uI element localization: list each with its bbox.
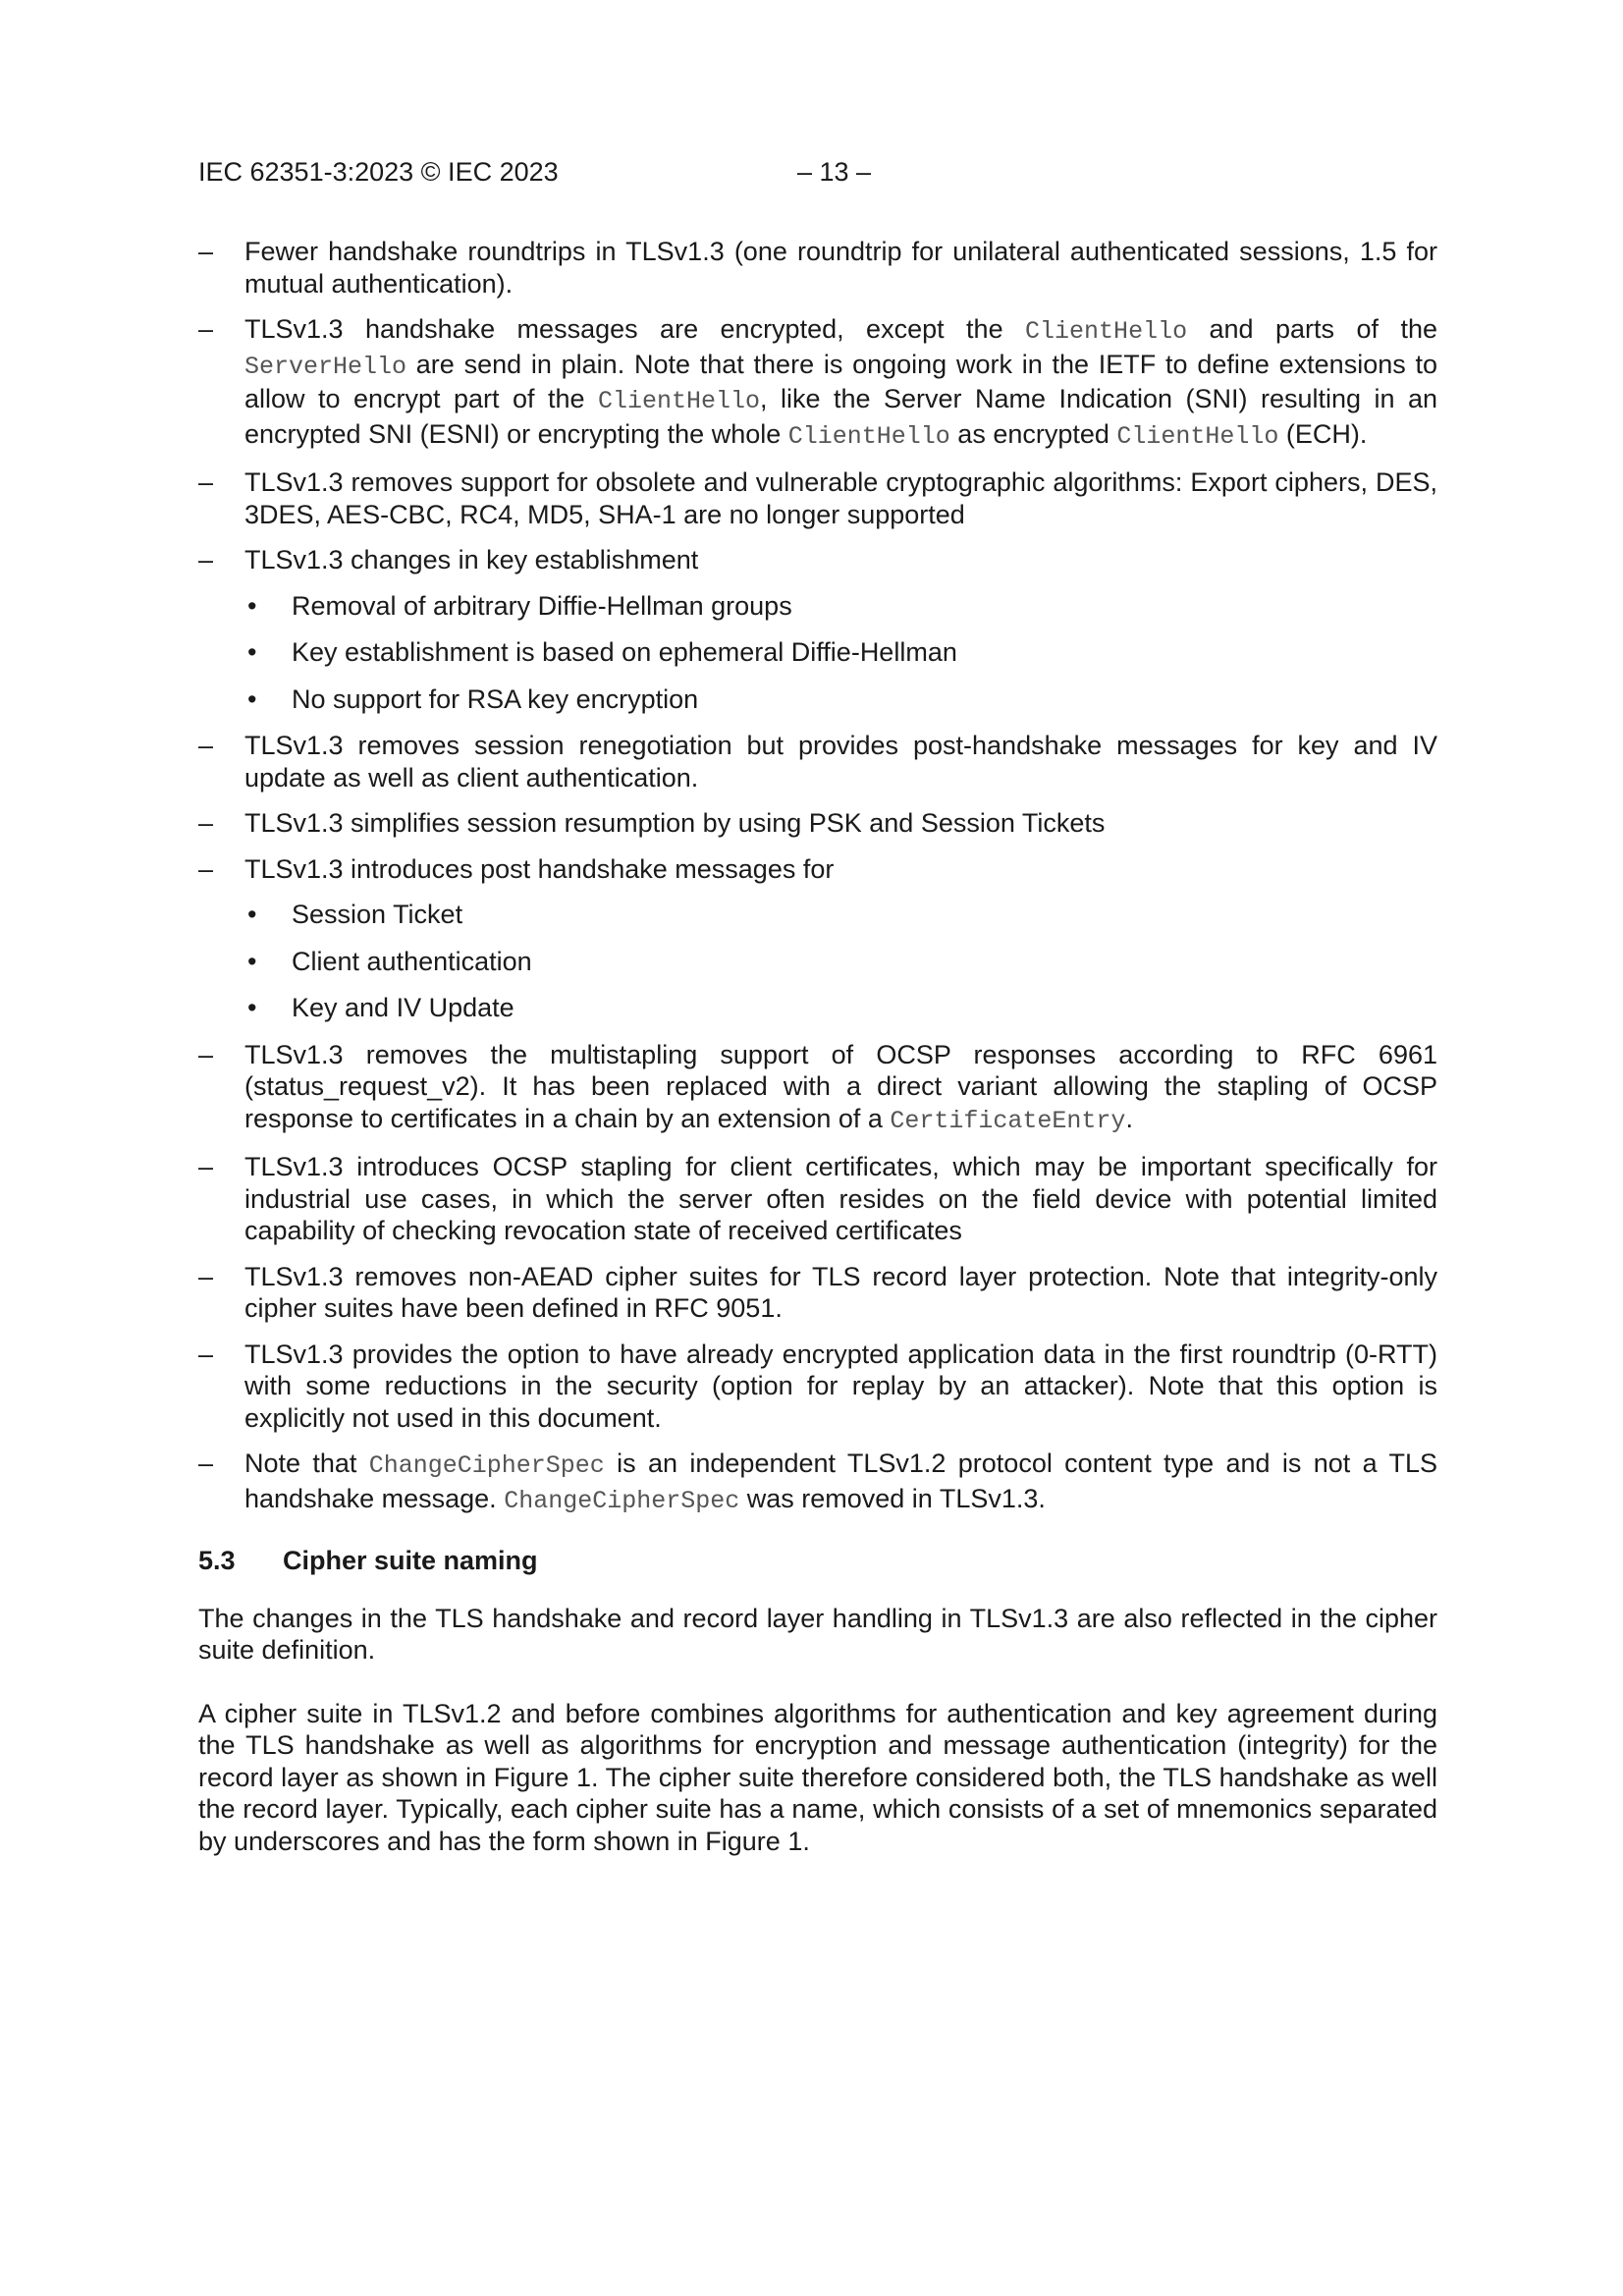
list-item: – TLSv1.3 provides the option to have already encrypted application data in the first roundtrip (0-RTT) with some reductions in the security (option for replay by an attacker). Note that this option is explicitly not used in this document. bbox=[198, 1339, 1437, 1435]
list-item: – TLSv1.3 introduces OCSP stapling for client certificates, which may be important specifically for industrial use cases, in which the server often resides on the field device with potential limited capability of checking revocation state of received certificates bbox=[198, 1151, 1437, 1247]
text-span: are send in plain. Note that there is ongoing work in the IETF to define extensions to allow to encrypt part of the bbox=[244, 349, 1437, 413]
page-header bbox=[0, 157, 1623, 196]
bullet-item: • Key and IV Update bbox=[198, 992, 1437, 1024]
text-span: TLSv1.3 handshake messages are encrypted, except the bbox=[244, 314, 1026, 344]
text-span: and parts of the bbox=[1187, 314, 1437, 344]
text-span: TLSv1.3 removes the multistapling support of OCSP responses according to RFC 6961 (status_request_v2). It has been replaced with a direct variant allowing the stapling of OCSP response to certificates in a chain by an extension of a bbox=[244, 1039, 1437, 1133]
list-item: – TLSv1.3 removes non-AEAD cipher suites for TLS record layer protection. Note that integrity-only cipher suites have been defined in RFC 9051. bbox=[198, 1261, 1437, 1325]
document-id: IEC 62351-3:2023 © IEC 2023 bbox=[198, 157, 559, 187]
code-changecipherspec: ChangeCipherSpec bbox=[368, 1451, 605, 1480]
bullet-item: • Key establishment is based on ephemeral Diffie-Hellman bbox=[198, 636, 1437, 669]
bullet-item: • Removal of arbitrary Diffie-Hellman groups bbox=[198, 590, 1437, 623]
list-item bbox=[198, 313, 1437, 453]
text-span: was removed in TLSv1.3. bbox=[739, 1483, 1046, 1513]
section-title: Cipher suite naming bbox=[283, 1546, 538, 1575]
text-span: is an independent TLSv1.2 protocol content type and is not a TLS handshake message. bbox=[244, 1449, 1437, 1513]
list-item: – TLSv1.3 removes support for obsolete and vulnerable cryptographic algorithms: Export ciphers, DES, 3DES, AES-CBC, RC4, MD5, SHA-1 are no longer supported bbox=[198, 466, 1437, 530]
bullet-item: • Client authentication bbox=[198, 946, 1437, 978]
list-item bbox=[198, 1039, 1437, 1138]
list-item: – TLSv1.3 removes session renegotiation but provides post-handshake messages for key and IV update as well as client authentication. bbox=[198, 730, 1437, 793]
list-item bbox=[198, 1448, 1437, 1517]
list-item: – TLSv1.3 simplifies session resumption by using PSK and Session Tickets bbox=[198, 807, 1437, 840]
text-span: as encrypted bbox=[949, 418, 1117, 449]
text-span: . bbox=[1125, 1103, 1133, 1133]
page-number: – 13 – bbox=[797, 157, 872, 187]
list-item: – TLSv1.3 introduces post handshake messages for bbox=[198, 853, 1437, 886]
section-number: 5.3 bbox=[198, 1546, 236, 1575]
paragraph: The changes in the TLS handshake and record layer handling in TLSv1.3 are also reflected in the cipher suite definition. bbox=[198, 1603, 1437, 1665]
list-item: – Fewer handshake roundtrips in TLSv1.3 (one roundtrip for unilateral authenticated sessions, 1.5 for mutual authentication). bbox=[198, 236, 1437, 300]
code-clienthello: ClientHello bbox=[597, 387, 761, 415]
code-certificateentry: CertificateEntry bbox=[890, 1106, 1126, 1135]
paragraph: A cipher suite in TLSv1.2 and before combines algorithms for authentication and key agreement during the TLS handshake as well as algorithms for encryption and message authentication (integrity) for the record layer as shown in Figure 1. The cipher suite therefore considered both, the TLS handshake as well the record layer. Typically, each cipher suite has a name, which consists of a set of mnemonics separated by underscores and has the form shown in Figure 1. bbox=[198, 1698, 1437, 1856]
bullet-item: • Session Ticket bbox=[198, 899, 1437, 931]
bullet-item: • No support for RSA key encryption bbox=[198, 683, 1437, 716]
code-clienthello: ClientHello bbox=[1025, 317, 1188, 346]
code-changecipherspec: ChangeCipherSpec bbox=[504, 1486, 740, 1515]
code-clienthello: ClientHello bbox=[1116, 421, 1279, 451]
text-span: , like the Server Name Indication (SNI) resulting in an encrypted SNI (ESNI) or encrypting the whole bbox=[244, 384, 1438, 449]
list-item: – TLSv1.3 changes in key establishment bbox=[198, 544, 1437, 576]
code-serverhello: ServerHello bbox=[244, 352, 407, 381]
code-clienthello: ClientHello bbox=[787, 421, 950, 451]
text-span: Note that bbox=[244, 1449, 369, 1478]
page-content bbox=[198, 236, 1437, 1888]
text-span: (ECH). bbox=[1278, 418, 1368, 449]
section-heading bbox=[198, 1545, 1437, 1577]
